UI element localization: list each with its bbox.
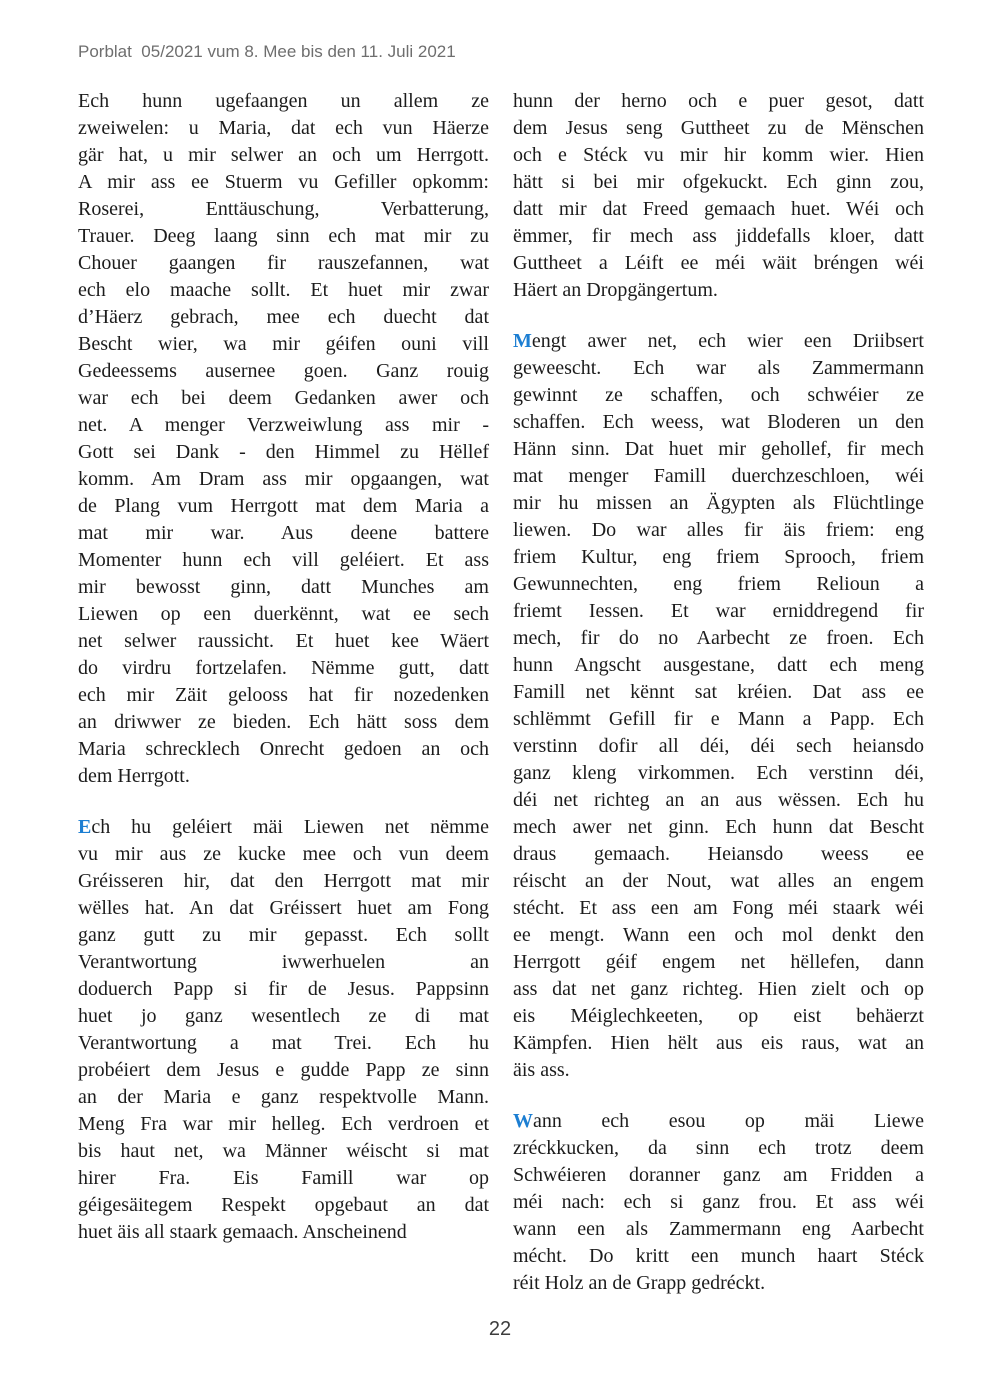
- text-line: Wann ech esou op mäi Liewe: [513, 1110, 924, 1132]
- text-line: an driwwer ze bieden. Ech hätt soss dem: [78, 711, 489, 733]
- text-line: geweescht. Ech war als Zammermann: [513, 357, 924, 379]
- text-line: d’Häerz gebrach, mee ech duecht dat: [78, 306, 489, 328]
- text-line: friem Kultur, eng friem Sprooch, friem: [513, 546, 924, 568]
- text-line: géigesäitegem Respekt opgebaut an dat: [78, 1194, 489, 1216]
- page-number: 22: [488, 1318, 512, 1340]
- text-line: Maria schrecklech Onrecht gedoen an och: [78, 738, 489, 760]
- text-line: mat menger Famill duerchzeschloen, wéi: [513, 465, 924, 487]
- page-header: Porblat 05/2021 vum 8. Mee bis den 11. Juli 2021: [78, 42, 456, 61]
- text-line: och e Stéck vu mir hir komm wier. Hien: [513, 144, 924, 166]
- text-line: hunn Angscht ausgestane, datt ech meng: [513, 654, 924, 676]
- text-line: mécht. Do kritt een munch haart Stéck: [513, 1245, 924, 1267]
- text-line: ganz kleng virkommen. Ech verstinn déi,: [513, 762, 924, 784]
- text-line: net. A menger Verzweiwlung ass mir -: [78, 414, 489, 436]
- text-line: hirer Fra. Eis Famill war op: [78, 1167, 489, 1189]
- text-line: Kämpfen. Hien hëlt aus eis raus, wat an: [513, 1032, 924, 1054]
- text-line: Meng Fra war mir helleg. Ech verdroen et: [78, 1113, 489, 1135]
- text-line: huet äis all staark gemaach. Anscheinend: [78, 1221, 407, 1243]
- text-line: Roserei, Enttäuschung, Verbatterung,: [78, 198, 489, 220]
- text-line: Famill net kënnt sat kréien. Dat ass ee: [513, 681, 924, 703]
- text-line: mir hu missen an Ägypten als Flüchtlinge: [513, 492, 924, 514]
- text-line: zweiwelen: u Maria, dat ech vun Häerze: [78, 117, 489, 139]
- text-line: schlëmmt Gefill fir e Mann a Papp. Ech: [513, 708, 924, 730]
- text-line: friemt Iessen. Et war erniddregend fir: [513, 600, 924, 622]
- text-line: Gréisseren hir, dat den Herrgott mat mir: [78, 870, 489, 892]
- text-line: Häert an Dropgängertum.: [513, 279, 718, 301]
- text-line: zréckkucken, da sinn ech trotz deem: [513, 1137, 924, 1159]
- text-line: dem Jesus seng Guttheet zu de Mënschen: [513, 117, 924, 139]
- text-line: Gewunnechten, eng friem Relioun a: [513, 573, 924, 595]
- text-line: Verantwortung iwwerhuelen an: [78, 951, 489, 973]
- text-line: vu mir aus ze kucke mee och vun deem: [78, 843, 489, 865]
- text-line: Chouer gaangen fir rauszefannen, wat: [78, 252, 489, 274]
- text-line: Ech hunn ugefaangen un allem ze: [78, 90, 489, 112]
- text-line: Ech hu geléiert mäi Liewen net nëmme: [78, 816, 489, 838]
- text-line: Schwéieren doranner ganz am Fridden a: [513, 1164, 924, 1186]
- text-line: do virdru fortzelafen. Nëmme gutt, datt: [78, 657, 489, 679]
- text-line: Mengt awer net, ech wier een Driibsert: [513, 330, 924, 352]
- text-line: Gedeessems ausernee goen. Ganz rouig: [78, 360, 489, 382]
- text-line: réischt an der Nout, wat alles an engem: [513, 870, 924, 892]
- text-line: datt mir dat Freed gemaach huet. Wéi och: [513, 198, 924, 220]
- text-line: Verantwortung a mat Trei. Ech hu: [78, 1032, 489, 1054]
- text-line: Trauer. Deeg laang sinn ech mat mir zu: [78, 225, 489, 247]
- text-line: déi net richteg an an aus wëssen. Ech hu: [513, 789, 924, 811]
- text-line: Guttheet a Léift ee méi wäit bréngen wéi: [513, 252, 924, 274]
- text-line: liewen. Do war alles fir äis friem: eng: [513, 519, 924, 541]
- two-column-text-block: [78, 88, 924, 1297]
- text-line: gewinnt ze schaffen, och schwéier ze: [513, 384, 924, 406]
- text-line: verstinn dofir all déi, déi sech heiansdo: [513, 735, 924, 757]
- text-line: Bescht wier, wa mir géifen ouni vill: [78, 333, 489, 355]
- text-line: ass dat net ganz richteg. Hien zielt och op: [513, 978, 924, 1000]
- text-line: ech elo maache sollt. Et huet mir zwar: [78, 279, 489, 301]
- text-line: réit Holz an de Grapp gedréckt.: [513, 1272, 766, 1294]
- text-line: mir bewosst ginn, datt Munches am: [78, 576, 489, 598]
- text-line: doduerch Papp si fir de Jesus. Pappsinn: [78, 978, 489, 1000]
- paragraph: [513, 1108, 924, 1297]
- paragraph: [513, 88, 924, 304]
- text-line: Herrgott géif engem net hëllefen, dann: [513, 951, 924, 973]
- text-line: probéiert dem Jesus e gudde Papp ze sinn: [78, 1059, 489, 1081]
- text-line: wann een als Zammermann eng Aarbecht: [513, 1218, 924, 1240]
- paragraph: [78, 88, 489, 790]
- text-line: war ech bei deem Gedanken awer och: [78, 387, 489, 409]
- text-line: hätt si bei mir ofgekuckt. Ech ginn zou,: [513, 171, 924, 193]
- text-line: mech awer net ginn. Ech hunn dat Bescht: [513, 816, 924, 838]
- text-line: de Plang vum Herrgott mat dem Maria a: [78, 495, 489, 517]
- text-line: komm. Am Dram ass mir opgaangen, wat: [78, 468, 489, 490]
- text-line: Gott sei Dank - den Himmel zu Hëllef: [78, 441, 489, 463]
- text-line: ee mengt. Wann een och mol denkt den: [513, 924, 924, 946]
- text-line: A mir ass ee Stuerm vu Gefiller opkomm:: [78, 171, 489, 193]
- text-line: mech, fir do no Aarbecht ze froen. Ech: [513, 627, 924, 649]
- right-column: [513, 88, 924, 1297]
- text-line: Momenter hunn ech vill geléiert. Et ass: [78, 549, 489, 571]
- text-line: eis Méiglechkeeten, op eist behäerzt: [513, 1005, 924, 1027]
- text-line: mat mir war. Aus deene battere: [78, 522, 489, 544]
- text-line: bis haut net, wa Männer wéischt si mat: [78, 1140, 489, 1162]
- text-line: hunn der herno och e puer gesot, datt: [513, 90, 924, 112]
- text-line: gär hat, u mir selwer an och um Herrgott.: [78, 144, 489, 166]
- left-column: [78, 88, 489, 1297]
- text-line: äis ass.: [513, 1059, 570, 1081]
- accent-initial-letter: W: [513, 1110, 533, 1132]
- text-line: an der Maria e ganz respektvolle Mann.: [78, 1086, 489, 1108]
- accent-initial-letter: M: [513, 330, 532, 352]
- accent-initial-letter: E: [78, 816, 92, 838]
- text-line: wëlles hat. An dat Gréissert huet am Fong: [78, 897, 489, 919]
- text-line: Hänn sinn. Dat huet mir gehollef, fir mech: [513, 438, 924, 460]
- paragraph: [78, 814, 489, 1246]
- text-line: méi nach: ech si ganz frou. Et ass wéi: [513, 1191, 924, 1213]
- text-line: net selwer raussicht. Et huet kee Wäert: [78, 630, 489, 652]
- text-line: schaffen. Ech weess, wat Bloderen un den: [513, 411, 924, 433]
- text-line: stécht. Et ass een am Fong méi staark wéi: [513, 897, 924, 919]
- text-line: ganz gutt zu mir gepasst. Ech sollt: [78, 924, 489, 946]
- text-line: ëmmer, fir mech ass jiddefalls kloer, datt: [513, 225, 924, 247]
- text-line: dem Herrgott.: [78, 765, 190, 787]
- paragraph: [513, 328, 924, 1084]
- text-line: Liewen op een duerkënnt, wat ee sech: [78, 603, 489, 625]
- text-line: ech mir Zäit gelooss hat fir nozedenken: [78, 684, 489, 706]
- text-line: draus gemaach. Heiansdo weess ee: [513, 843, 924, 865]
- text-line: huet jo ganz wesentlech ze di mat: [78, 1005, 489, 1027]
